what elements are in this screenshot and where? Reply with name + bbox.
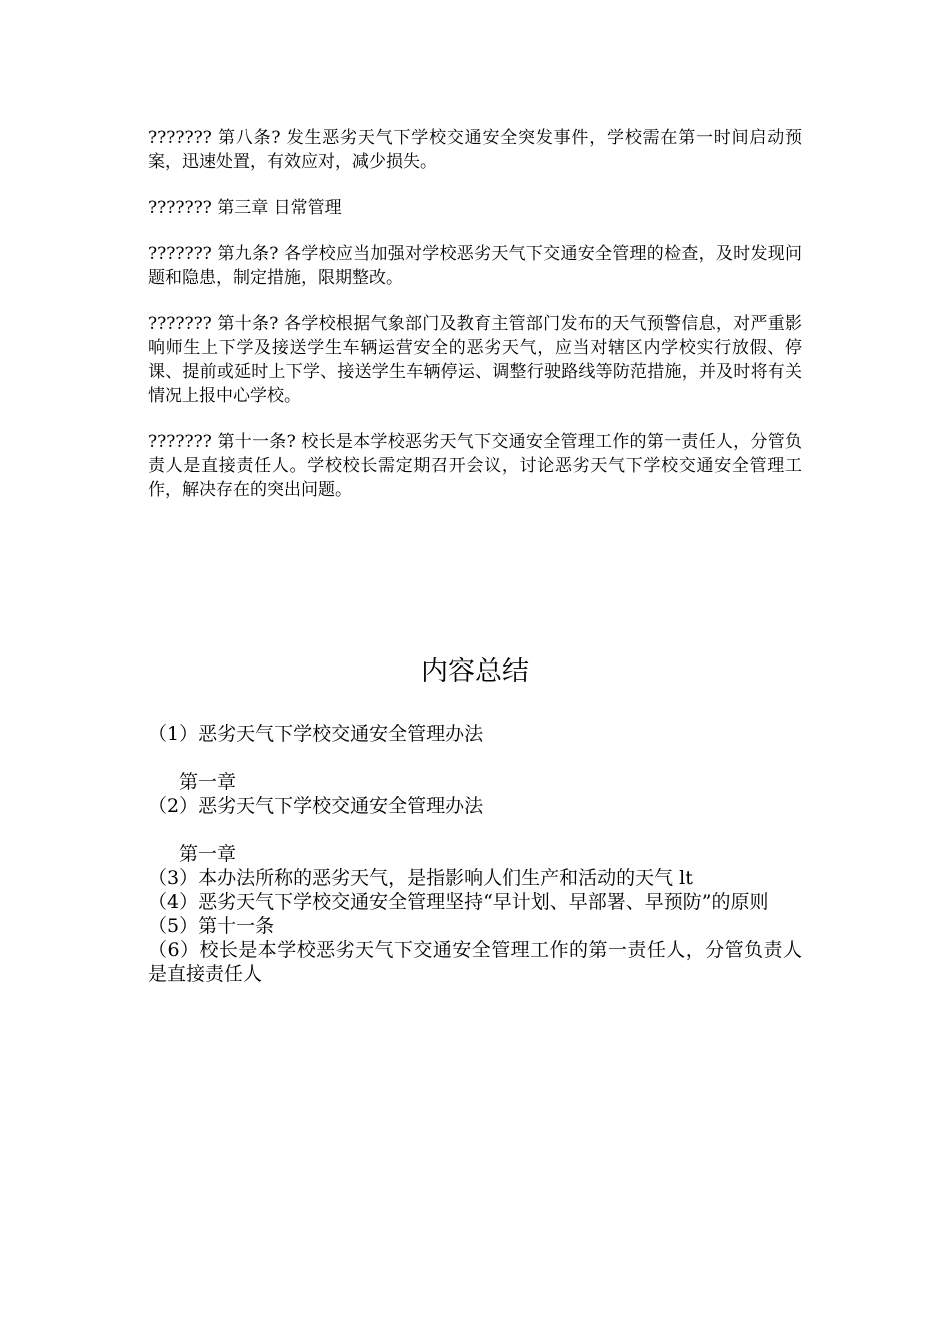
summary-item-4: （4）恶劣天气下学校交通安全管理坚持“早计划、早部署、早预防”的原则	[148, 891, 769, 913]
article-8-paragraph: ??????? 第八条? 发生恶劣天气下学校交通安全突发事件，学校需在第一时间启动预案，迅速处置，有效应对，减少损失。	[148, 128, 802, 172]
summary-item-1-sub: 第一章	[179, 771, 237, 793]
summary-item-1: （1）恶劣天气下学校交通安全管理办法	[148, 723, 484, 745]
chapter-3-heading: ??????? 第三章 日常管理	[148, 198, 342, 218]
article-9-paragraph: ??????? 第九条? 各学校应当加强对学校恶劣天气下交通安全管理的检查，及时发现问题和隐患，制定措施，限期整改。	[148, 244, 802, 288]
summary-item-6: （6）校长是本学校恶劣天气下交通安全管理工作的第一责任人，分管负责人是直接责任人	[148, 939, 802, 985]
summary-list	[148, 722, 802, 986]
summary-title: 内容总结	[421, 656, 529, 687]
summary-item-2-sub: 第一章	[179, 843, 237, 865]
summary-item-2: （2）恶劣天气下学校交通安全管理办法	[148, 795, 484, 817]
document-body	[148, 126, 802, 524]
summary-spacer	[148, 746, 802, 770]
article-11-paragraph: ??????? 第十一条? 校长是本学校恶劣天气下交通安全管理工作的第一责任人，分管负责人是直接责任人。学校校长需定期召开会议，讨论恶劣天气下学校交通安全管理工作，解决存在的突出问题。	[148, 432, 802, 500]
summary-spacer	[148, 818, 802, 842]
article-10-paragraph: ??????? 第十条? 各学校根据气象部门及教育主管部门发布的天气预警信息，对严重影响师生上下学及接送学生车辆运营安全的恶劣天气，应当对辖区内学校实行放假、停课、提前或延时上下学、接送学生车辆停运、调整行驶路线等防范措施，并及时将有关情况上报中心学校。	[148, 314, 802, 406]
summary-item-3: （3）本办法所称的恶劣天气，是指影响人们生产和活动的天气 lt	[148, 867, 693, 889]
summary-item-5: （5）第十一条	[148, 915, 275, 937]
